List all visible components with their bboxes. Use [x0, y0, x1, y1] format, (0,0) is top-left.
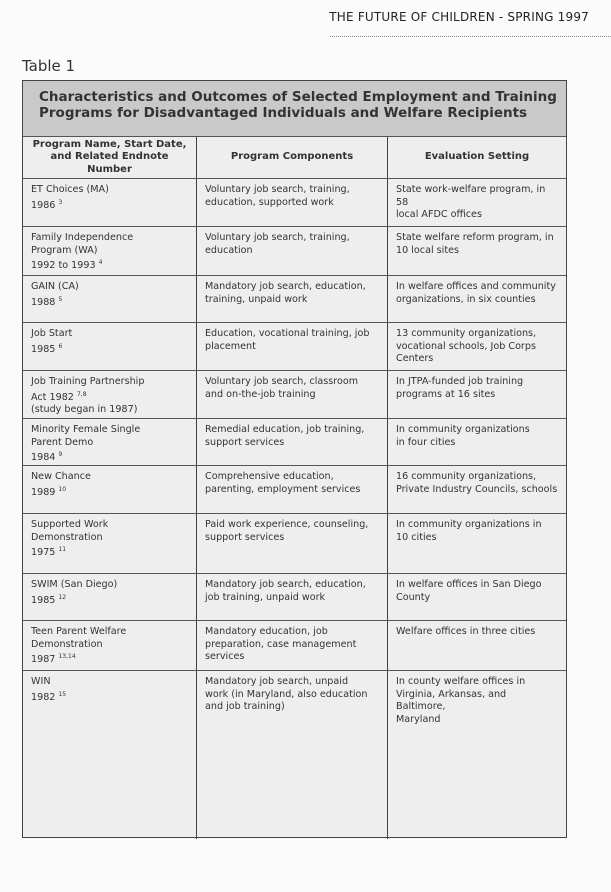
program-name-cell	[23, 227, 197, 275]
table-row	[23, 276, 566, 323]
program-name-cell	[23, 371, 197, 418]
program-name: Family Independence Program (WA) 1992 to 1993	[31, 232, 134, 272]
evaluation-setting-cell: In JTPA-funded job training programs at 16 sites	[396, 376, 524, 400]
program-components-cell: Mandatory job search, education, training, unpaid work	[197, 276, 388, 322]
evaluation-setting-cell: State welfare reform program, in 10 local sites	[396, 232, 554, 256]
table-row	[23, 371, 566, 419]
endnote-number: 9	[58, 451, 63, 458]
program-components-cell: Mandatory job search, unpaid work (in Maryland, also education and job training)	[197, 671, 388, 839]
endnote-number: 15	[58, 690, 67, 698]
program-components-cell: Mandatory job search, education, job training, unpaid work	[197, 574, 388, 620]
table-row	[23, 323, 566, 371]
evaluation-setting-cell: In community organizations in 10 cities	[396, 519, 542, 543]
table-row	[23, 514, 566, 574]
program-note: (study began in 1987)	[31, 404, 138, 416]
program-name-cell	[23, 514, 197, 573]
evaluation-setting-cell: 16 community organizations, Private Industry Councils, schools	[396, 471, 558, 495]
program-components-cell: Comprehensive education, parenting, employment services	[197, 466, 388, 513]
program-name: GAIN (CA) 1988	[31, 281, 79, 308]
endnote-number: 12	[58, 593, 67, 601]
program-components-cell: Voluntary job search, training, education	[197, 227, 388, 275]
header-rule	[330, 36, 611, 37]
column-header: Program Name, Start Date, and Related Endnote Number	[23, 137, 197, 178]
program-name: ET Choices (MA) 1986	[31, 184, 109, 211]
endnote-number: 3	[58, 198, 63, 206]
table-row	[23, 671, 566, 839]
table-row	[23, 419, 566, 466]
endnote-number: 11	[58, 546, 67, 553]
program-name-cell	[23, 276, 197, 322]
program-components-cell: Remedial education, job training, support services	[197, 419, 388, 465]
evaluation-setting-cell: State work-welfare program, in 58 local AFDC offices	[396, 184, 546, 220]
table-row	[23, 621, 566, 671]
table-header-row	[23, 137, 566, 179]
evaluation-setting-cell: In welfare offices and community organizations, in six counties	[396, 281, 556, 305]
program-components-cell: Voluntary job search, classroom and on-the-job training	[197, 371, 388, 418]
endnote-number: 13,14	[58, 653, 76, 660]
program-name-cell	[23, 621, 197, 670]
program-name: Job Start 1985	[31, 328, 73, 355]
program-name: Supported Work Demonstration 1975	[31, 519, 109, 559]
program-name-cell	[23, 574, 197, 620]
program-name-cell	[23, 671, 197, 839]
column-header: Program Components	[197, 137, 388, 178]
program-components-cell: Mandatory education, job preparation, case management services	[197, 621, 388, 670]
evaluation-setting-cell: In community organizations in four cities	[396, 424, 530, 448]
table-row	[23, 227, 566, 276]
program-components-cell: Voluntary job search, training, education, supported work	[197, 179, 388, 226]
program-components-cell: Education, vocational training, job placement	[197, 323, 388, 370]
table-row	[23, 574, 566, 621]
evaluation-setting-cell: In welfare offices in San Diego County	[396, 579, 542, 603]
program-name-cell	[23, 419, 197, 465]
program-name-cell	[23, 323, 197, 370]
evaluation-setting-cell: Welfare offices in three cities	[396, 626, 536, 637]
column-header: Evaluation Setting	[424, 151, 530, 163]
program-name: WIN 1982	[31, 676, 56, 703]
program-components-cell: Paid work experience, counseling, support services	[197, 514, 388, 573]
endnote-number: 5	[58, 295, 63, 303]
running-head: THE FUTURE OF CHILDREN - SPRING 1997	[329, 10, 589, 24]
program-name: SWIM (San Diego) 1985	[31, 579, 118, 606]
endnote-number: 10	[58, 485, 67, 493]
table	[22, 80, 567, 838]
endnote-number: 4	[98, 259, 103, 266]
program-name-cell	[23, 466, 197, 513]
table-row	[23, 179, 566, 227]
evaluation-setting-cell: 13 community organizations, vocational schools, Job Corps Centers	[396, 328, 537, 364]
table-row	[23, 466, 566, 514]
program-name: New Chance 1989	[31, 471, 91, 498]
table-title: Characteristics and Outcomes of Selected Employment and Training Programs for Disadvantaged Individuals and Welfare Recipients	[23, 81, 566, 137]
endnote-number: 6	[58, 342, 63, 350]
program-name: Job Training Partnership Act 1982	[31, 376, 145, 403]
endnote-number: 7,8	[76, 390, 87, 398]
evaluation-setting-cell: In county welfare offices in Virginia, Arkansas, and Baltimore, Maryland	[396, 676, 526, 725]
program-name-cell	[23, 179, 197, 226]
program-name: Minority Female Single Parent Demo 1984	[31, 424, 141, 464]
program-name: Teen Parent Welfare Demonstration 1987	[31, 626, 127, 666]
table-label: Table 1	[22, 57, 76, 75]
